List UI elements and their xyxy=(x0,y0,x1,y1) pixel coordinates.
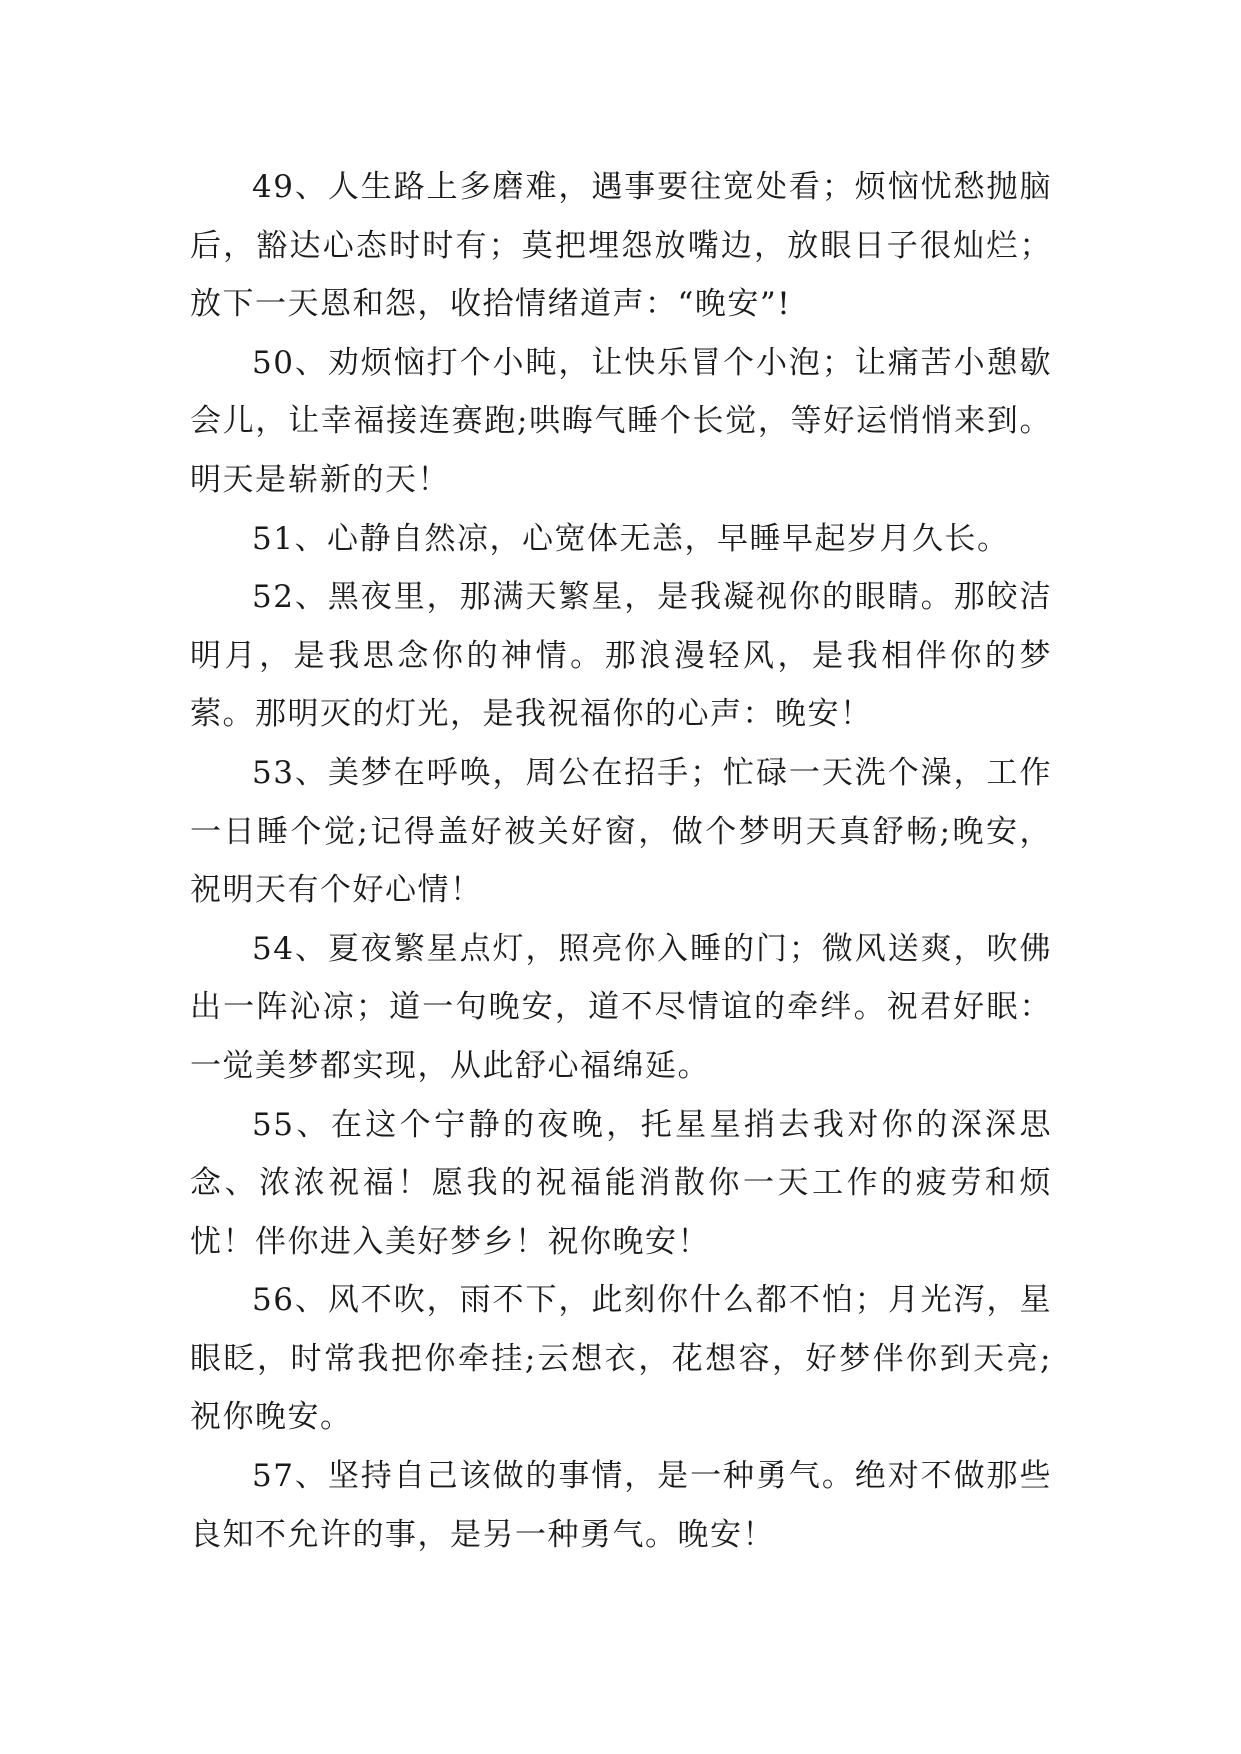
paragraph-55: 55、在这个宁静的夜晚，托星星捎去我对你的深深思念、浓浓祝福！愿我的祝福能消散你一天工作的疲劳和烦忧！伴你进入美好梦乡！祝你晚安！ xyxy=(190,1106,1052,1260)
paragraph-49: 49、人生路上多磨难，遇事要往宽处看；烦恼忧愁抛脑后，豁达心态时时有；莫把埋怨放嘴边，放眼日子很灿烂；放下一天恩和怨，收拾情绪道声：“晚安”! xyxy=(190,169,1052,323)
paragraph-51: 51、心静自然凉，心宽体无恙，早睡早起岁月久长。 xyxy=(252,520,1010,557)
paragraph-56: 56、风不吹，雨不下，此刻你什么都不怕；月光泻，星眼眨，时常我把你牵挂;云想衣，花想容，好梦伴你到天亮;祝你晚安。 xyxy=(190,1282,1052,1436)
paragraph-50: 50、劝烦恼打个小盹，让快乐冒个小泡；让痛苦小憩歇会儿，让幸福接连赛跑;哄晦气睡个长觉，等好运悄悄来到。明天是崭新的天！ xyxy=(190,344,1052,498)
paragraph-52: 52、黑夜里，那满天繁星，是我凝视你的眼睛。那皎洁明月，是我思念你的神情。那浪漫轻风，是我相伴你的梦萦。那明灭的灯光，是我祝福你的心声：晚安！ xyxy=(190,579,1052,733)
document-body xyxy=(190,158,1052,1564)
paragraph-57: 57、坚持自己该做的事情，是一种勇气。绝对不做那些良知不允许的事，是另一种勇气。晚安！ xyxy=(190,1458,1052,1553)
paragraph-54: 54、夏夜繁星点灯，照亮你入睡的门；微风送爽，吹佛出一阵沁凉；道一句晚安，道不尽情谊的牵绊。祝君好眠：一觉美梦都实现，从此舒心福绵延。 xyxy=(190,930,1052,1084)
paragraph-53: 53、美梦在呼唤，周公在招手；忙碌一天洗个澡，工作一日睡个觉;记得盖好被关好窗，做个梦明天真舒畅;晚安，祝明天有个好心情！ xyxy=(190,754,1052,909)
